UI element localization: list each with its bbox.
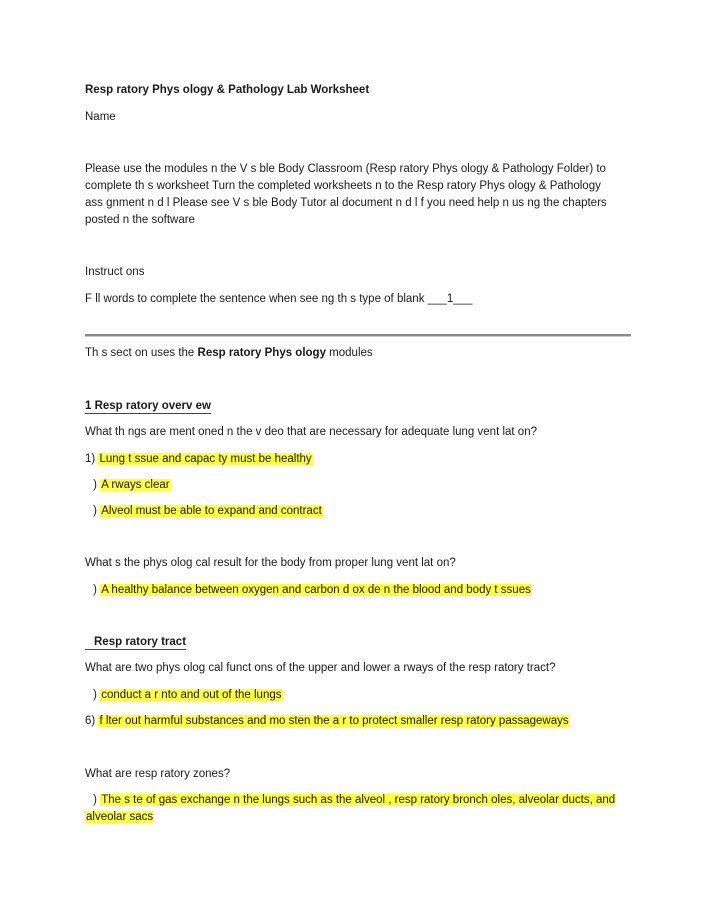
part1-heading-text: 1 Resp ratory overv ew [85,400,211,412]
section-intro-suffix: modules [325,347,373,359]
answer-number: ) [93,689,97,701]
answer-text: f lter out harmful substances and mo sten the a r to protect smaller resp ratory passageways [99,715,569,727]
intro-line-2: complete th s worksheet Turn the completed worksheets n to the Resp ratory Phys ology & Pathology [85,180,601,192]
part2-question-2: What are resp ratory zones? [85,768,231,780]
part2-heading [85,635,186,650]
section-intro [85,346,373,361]
part1-heading [85,399,211,414]
answer-text: The s te of gas exchange n the lungs such as the alveol , resp ratory bronch oles, alveolar ducts, and [101,794,616,806]
part1-question-2: What s the phys olog cal result for the body from proper lung vent lat on? [85,557,456,569]
part2-answer-3-continued [85,810,154,825]
intro-line-1: Please use the modules n the V s ble Body Classroom (Resp ratory Phys ology & Pathology Folder) to [85,163,606,175]
part2-answer-1 [85,688,283,703]
answer-number: 6) [85,715,96,727]
instructions-heading: Instruct ons [85,266,145,278]
answer-number: ) [93,584,97,596]
answer-text: Alveol must be able to expand and contract [101,505,322,517]
instructions-text: F ll words to complete the sentence when see ng th s type of blank ___1___ [85,293,473,305]
answer-text: A rways clear [101,479,170,491]
section-intro-bold: Resp ratory Phys ology [197,347,326,359]
worksheet-title: Resp ratory Phys ology & Pathology Lab Worksheet [85,84,370,96]
answer-number: ) [93,505,97,517]
intro-line-3: ass gnment n d l Please see V s ble Body Tutor al document n d l f you need help n us ng the chapters [85,197,607,209]
part1-answer-3 [85,504,323,519]
answer-text: A healthy balance between oxygen and carbon d ox de n the blood and body t ssues [101,584,531,596]
answer-text: Lung t ssue and capac ty must be healthy [99,453,312,465]
part2-question-1: What are two phys olog cal funct ons of the upper and lower a rways of the resp ratory tract? [85,662,556,674]
name-label: Name [85,111,116,123]
part1-answer-2 [85,478,171,493]
section-divider [85,334,631,337]
part1-answer-4 [85,583,532,598]
part1-answer-1 [85,452,313,467]
answer-text: alveolar sacs [86,811,154,823]
intro-line-4: posted n the software [85,214,195,226]
answer-number: ) [93,479,97,491]
answer-number: ) [93,794,97,806]
answer-number: 1) [85,453,96,465]
part2-answer-3 [85,793,616,808]
section-intro-prefix: Th s sect on uses the [85,347,198,359]
part2-answer-2 [85,714,570,729]
part1-question-1: What th ngs are ment oned n the v deo that are necessary for adequate lung vent lat on? [85,426,537,438]
answer-text: conduct a r nto and out of the lungs [101,689,282,701]
part2-heading-text: Resp ratory tract [85,636,186,650]
